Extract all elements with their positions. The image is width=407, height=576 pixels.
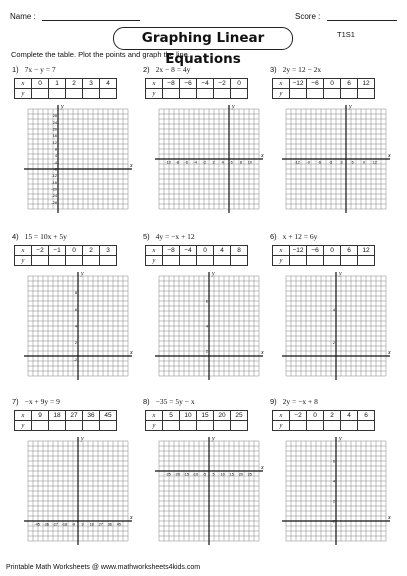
y-axis-label: y — [339, 271, 342, 277]
y-answer-cell[interactable] — [358, 421, 375, 431]
x-tick-label: -18 — [61, 522, 68, 527]
problem-number: 2) — [143, 65, 150, 74]
y-answer-cell[interactable] — [100, 421, 117, 431]
x-row-label: x — [146, 246, 163, 256]
problem-equation — [12, 232, 67, 241]
x-value-cell: 6 — [341, 79, 358, 89]
problem-equation — [12, 65, 56, 74]
y-answer-cell[interactable] — [324, 256, 341, 266]
y-tick-label: 6 — [332, 459, 335, 464]
x-tick-label: -36 — [43, 522, 49, 527]
y-row-label: y — [146, 89, 163, 99]
x-tick-label: 8 — [239, 160, 242, 165]
x-tick-label: -25 — [165, 472, 171, 477]
y-answer-cell[interactable] — [83, 89, 100, 99]
y-answer-cell[interactable] — [197, 256, 214, 266]
equation-text: 2y = 12 − 2x — [282, 65, 322, 74]
problem-equation — [270, 65, 321, 74]
x-tick-label: -2 — [202, 160, 207, 165]
x-axis-label: x — [130, 350, 133, 356]
problem-6 — [270, 232, 400, 382]
x-tick-label: 18 — [89, 522, 94, 527]
name-label: Name : — [10, 12, 36, 21]
x-tick-label: -10 — [165, 160, 171, 165]
y-answer-cell[interactable] — [163, 89, 180, 99]
x-tick-label: 5 — [212, 472, 215, 477]
y-tick-label: -2 — [73, 357, 77, 362]
x-tick-label: -8 — [175, 160, 179, 165]
x-value-cell: 15 — [197, 411, 214, 421]
xy-table — [14, 245, 117, 266]
score-label: Score : — [295, 12, 321, 21]
x-tick-label: -20 — [174, 472, 180, 477]
score-line — [327, 12, 397, 21]
x-value-cell: 45 — [100, 411, 117, 421]
y-tick-label: -8 — [53, 167, 57, 172]
x-tick-label: 12 — [372, 160, 378, 165]
xy-table — [145, 78, 248, 99]
y-answer-cell[interactable] — [83, 421, 100, 431]
problem-number: 8) — [143, 397, 150, 406]
y-answer-cell[interactable] — [197, 89, 214, 99]
x-tick-label: 6 — [351, 160, 354, 165]
problem-number: 3) — [270, 65, 277, 74]
xy-table — [145, 410, 248, 431]
x-value-cell: −4 — [180, 246, 197, 256]
y-axis-label: y — [349, 104, 352, 110]
y-tick-label: 4 — [332, 307, 335, 312]
y-tick-label: 4 — [54, 154, 57, 159]
y-answer-cell[interactable] — [307, 256, 324, 266]
y-answer-cell[interactable] — [290, 421, 307, 431]
equation-text: x + 12 = 6y — [282, 232, 318, 241]
y-answer-cell[interactable] — [100, 89, 117, 99]
y-answer-cell[interactable] — [83, 256, 100, 266]
x-value-cell: 5 — [163, 411, 180, 421]
y-axis-label: y — [212, 436, 215, 442]
x-axis-label: x — [130, 163, 133, 169]
x-value-cell: −8 — [163, 79, 180, 89]
x-tick-label: -6 — [317, 160, 322, 165]
equation-text: 4y = −x + 12 — [155, 232, 195, 241]
x-value-cell: 2 — [66, 79, 83, 89]
coordinate-grid[interactable] — [278, 270, 398, 380]
x-tick-label: -3 — [328, 160, 333, 165]
problem-4 — [12, 232, 142, 382]
x-tick-label: -12 — [294, 160, 300, 165]
problem-number: 4) — [12, 232, 19, 241]
x-value-cell: 0 — [66, 246, 83, 256]
y-row-label: y — [146, 421, 163, 431]
y-answer-cell[interactable] — [231, 256, 248, 266]
y-tick-label: 20 — [52, 127, 57, 132]
coordinate-grid[interactable] — [20, 103, 140, 213]
x-row-label: x — [273, 79, 290, 89]
x-axis-label: x — [261, 153, 264, 159]
coordinate-grid[interactable] — [151, 270, 271, 380]
x-value-cell: 4 — [100, 79, 117, 89]
x-tick-label: -15 — [183, 472, 190, 477]
y-row-label: y — [146, 256, 163, 266]
xy-table — [272, 78, 375, 99]
x-tick-label: 3 — [340, 160, 343, 165]
x-tick-label: 25 — [247, 472, 253, 477]
x-value-cell: 0 — [32, 79, 49, 89]
y-answer-cell[interactable] — [214, 89, 231, 99]
x-value-cell: 12 — [358, 79, 375, 89]
problem-3 — [270, 65, 400, 215]
y-answer-cell[interactable] — [214, 421, 231, 431]
xy-table — [14, 78, 117, 99]
problem-7 — [12, 397, 142, 547]
x-tick-label: -45 — [34, 522, 40, 527]
name-field[interactable] — [10, 12, 140, 21]
x-value-cell: 4 — [341, 411, 358, 421]
xy-table — [14, 410, 117, 431]
x-value-cell: −12 — [290, 79, 307, 89]
x-value-cell: 3 — [83, 79, 100, 89]
x-value-cell: −2 — [214, 79, 231, 89]
y-answer-cell[interactable] — [66, 256, 83, 266]
y-answer-cell[interactable] — [49, 89, 66, 99]
problem-equation — [143, 65, 190, 74]
x-row-label: x — [15, 411, 32, 421]
problem-equation — [143, 232, 195, 241]
problem-1 — [12, 65, 142, 215]
x-value-cell: 12 — [358, 246, 375, 256]
y-answer-cell[interactable] — [180, 89, 197, 99]
x-value-cell: −2 — [290, 411, 307, 421]
coordinate-grid[interactable] — [278, 103, 398, 213]
problem-equation — [270, 397, 318, 406]
x-value-cell: 4 — [214, 246, 231, 256]
worksheet-code: T1S1 — [337, 30, 355, 39]
x-tick-label: 10 — [247, 160, 253, 165]
y-tick-label: 24 — [52, 120, 57, 125]
y-axis-label: y — [339, 436, 342, 442]
y-answer-cell[interactable] — [290, 89, 307, 99]
x-tick-label: 6 — [230, 160, 233, 165]
x-value-cell: 1 — [49, 79, 66, 89]
x-value-cell: 0 — [231, 79, 248, 89]
x-tick-label: 9 — [81, 522, 84, 527]
equation-text: −x + 9y = 9 — [24, 397, 60, 406]
x-tick-label: 15 — [229, 472, 234, 477]
x-value-cell: 2 — [83, 246, 100, 256]
equation-text: 2y = −x + 8 — [282, 397, 318, 406]
x-axis-label: x — [388, 350, 391, 356]
x-tick-label: 2 — [212, 160, 215, 165]
problem-number: 6) — [270, 232, 277, 241]
x-tick-label: -9 — [71, 522, 76, 527]
x-row-label: x — [273, 411, 290, 421]
x-value-cell: −6 — [307, 79, 324, 89]
y-answer-cell[interactable] — [49, 421, 66, 431]
y-row-label: y — [273, 256, 290, 266]
y-answer-cell[interactable] — [32, 421, 49, 431]
y-tick-label: 2 — [332, 499, 335, 504]
y-row-label: y — [15, 421, 32, 431]
x-value-cell: −8 — [163, 246, 180, 256]
y-answer-cell[interactable] — [49, 256, 66, 266]
x-tick-label: -5 — [202, 472, 207, 477]
y-row-label: y — [15, 89, 32, 99]
y-answer-cell[interactable] — [180, 421, 197, 431]
x-value-cell: −1 — [49, 246, 66, 256]
x-value-cell: 8 — [231, 246, 248, 256]
y-answer-cell[interactable] — [214, 256, 231, 266]
problem-number: 7) — [12, 397, 19, 406]
y-tick-label: 8 — [54, 147, 57, 152]
equation-text: 15 = 10x + 5y — [24, 232, 67, 241]
y-answer-cell[interactable] — [341, 421, 358, 431]
y-tick-label: 2 — [205, 349, 208, 354]
x-axis-label: x — [130, 515, 133, 521]
equation-text: −35 = 5y − x — [155, 397, 195, 406]
x-tick-label: 20 — [238, 472, 243, 477]
y-tick-label: -24 — [51, 194, 57, 199]
x-value-cell: 0 — [197, 246, 214, 256]
y-answer-cell[interactable] — [197, 421, 214, 431]
y-tick-label: 2 — [332, 341, 335, 346]
y-answer-cell[interactable] — [66, 421, 83, 431]
x-tick-label: 9 — [362, 160, 365, 165]
x-tick-label: -6 — [184, 160, 188, 165]
x-value-cell: −6 — [307, 246, 324, 256]
y-tick-label: 6 — [205, 299, 208, 304]
y-answer-cell[interactable] — [163, 256, 180, 266]
x-value-cell: 36 — [83, 411, 100, 421]
y-axis-label: y — [232, 104, 235, 110]
xy-table — [272, 245, 375, 266]
y-answer-cell[interactable] — [32, 89, 49, 99]
x-tick-label: -10 — [192, 472, 199, 477]
x-value-cell: 27 — [66, 411, 83, 421]
problem-number: 9) — [270, 397, 277, 406]
x-value-cell: −6 — [180, 79, 197, 89]
name-line — [42, 12, 140, 21]
xy-table — [145, 245, 248, 266]
equation-text: 7x − y = 7 — [24, 65, 56, 74]
y-tick-label: 4 — [74, 324, 77, 329]
y-answer-cell[interactable] — [324, 89, 341, 99]
score-field[interactable] — [295, 12, 397, 21]
y-answer-cell[interactable] — [100, 256, 117, 266]
y-tick-label: 6 — [74, 307, 77, 312]
x-value-cell: 0 — [324, 79, 341, 89]
x-axis-label: x — [261, 350, 264, 356]
problem-number: 5) — [143, 232, 150, 241]
problem-2 — [143, 65, 273, 215]
x-value-cell: −4 — [197, 79, 214, 89]
x-value-cell: 3 — [100, 246, 117, 256]
worksheet-title: Graphing Linear Equations — [113, 27, 293, 50]
x-axis-label: x — [388, 153, 391, 159]
problem-5 — [143, 232, 273, 382]
coordinate-grid[interactable] — [278, 435, 398, 545]
x-row-label: x — [146, 79, 163, 89]
instructions: Complete the table. Plot the points and graph the line. — [11, 50, 190, 59]
x-row-label: x — [273, 246, 290, 256]
y-tick-label: -4 — [53, 160, 57, 165]
x-value-cell: 9 — [32, 411, 49, 421]
x-value-cell: 2 — [324, 411, 341, 421]
y-tick-label: 4 — [332, 479, 335, 484]
x-value-cell: −12 — [290, 246, 307, 256]
x-value-cell: 6 — [358, 411, 375, 421]
x-value-cell: 10 — [180, 411, 197, 421]
x-row-label: x — [15, 79, 32, 89]
y-row-label: y — [273, 421, 290, 431]
x-tick-label: -4 — [193, 160, 198, 165]
x-row-label: x — [15, 246, 32, 256]
y-answer-cell[interactable] — [358, 256, 375, 266]
x-value-cell: 0 — [307, 411, 324, 421]
y-tick-label: 8 — [74, 291, 77, 296]
x-axis-label: x — [388, 515, 391, 521]
footer: Printable Math Worksheets @ www.mathworksheets4kids.com — [6, 564, 201, 571]
y-answer-cell[interactable] — [358, 89, 375, 99]
x-value-cell: 25 — [231, 411, 248, 421]
y-tick-label: 28 — [52, 114, 57, 119]
y-answer-cell[interactable] — [163, 421, 180, 431]
problem-9 — [270, 397, 400, 547]
coordinate-grid[interactable] — [20, 270, 140, 380]
problem-equation — [143, 397, 195, 406]
y-axis-label: y — [81, 436, 84, 442]
y-axis-label: y — [81, 271, 84, 277]
y-answer-cell[interactable] — [231, 89, 248, 99]
problem-8 — [143, 397, 273, 547]
x-value-cell: 20 — [214, 411, 231, 421]
y-tick-label: 12 — [52, 140, 57, 145]
y-tick-label: 2 — [74, 341, 77, 346]
x-tick-label: 10 — [220, 472, 225, 477]
coordinate-grid[interactable] — [151, 435, 271, 545]
x-axis-label: x — [261, 465, 264, 471]
y-answer-cell[interactable] — [307, 89, 324, 99]
y-tick-label: -12 — [51, 174, 57, 179]
x-tick-label: 27 — [98, 522, 103, 527]
y-tick-label: -16 — [51, 180, 57, 185]
y-tick-label: 4 — [205, 324, 208, 329]
y-answer-cell[interactable] — [307, 421, 324, 431]
x-row-label: x — [146, 411, 163, 421]
equation-text: 2x − 8 = 4y — [155, 65, 191, 74]
xy-table — [272, 410, 375, 431]
y-answer-cell[interactable] — [341, 256, 358, 266]
y-tick-label: -2 — [331, 519, 335, 524]
y-row-label: y — [273, 89, 290, 99]
y-answer-cell[interactable] — [180, 256, 197, 266]
y-axis-label: y — [212, 271, 215, 277]
x-tick-label: 36 — [107, 522, 112, 527]
y-answer-cell[interactable] — [66, 89, 83, 99]
x-tick-label: -9 — [306, 160, 310, 165]
y-tick-label: -28 — [51, 200, 57, 205]
y-answer-cell[interactable] — [32, 256, 49, 266]
y-row-label: y — [15, 256, 32, 266]
y-answer-cell[interactable] — [341, 89, 358, 99]
coordinate-grid[interactable] — [20, 435, 140, 545]
problem-number: 1) — [12, 65, 19, 74]
x-value-cell: 6 — [341, 246, 358, 256]
x-tick-label: -27 — [52, 522, 59, 527]
x-tick-label: 45 — [116, 522, 122, 527]
problem-equation — [270, 232, 317, 241]
y-answer-cell[interactable] — [324, 421, 341, 431]
y-answer-cell[interactable] — [290, 256, 307, 266]
problem-equation — [12, 397, 60, 406]
x-value-cell: 18 — [49, 411, 66, 421]
y-answer-cell[interactable] — [231, 421, 248, 431]
y-tick-label: 16 — [52, 134, 57, 139]
y-tick-label: -20 — [51, 187, 57, 192]
coordinate-grid[interactable] — [151, 103, 271, 213]
x-value-cell: 0 — [324, 246, 341, 256]
y-axis-label: y — [61, 104, 64, 110]
x-value-cell: −2 — [32, 246, 49, 256]
x-tick-label: 4 — [221, 160, 224, 165]
